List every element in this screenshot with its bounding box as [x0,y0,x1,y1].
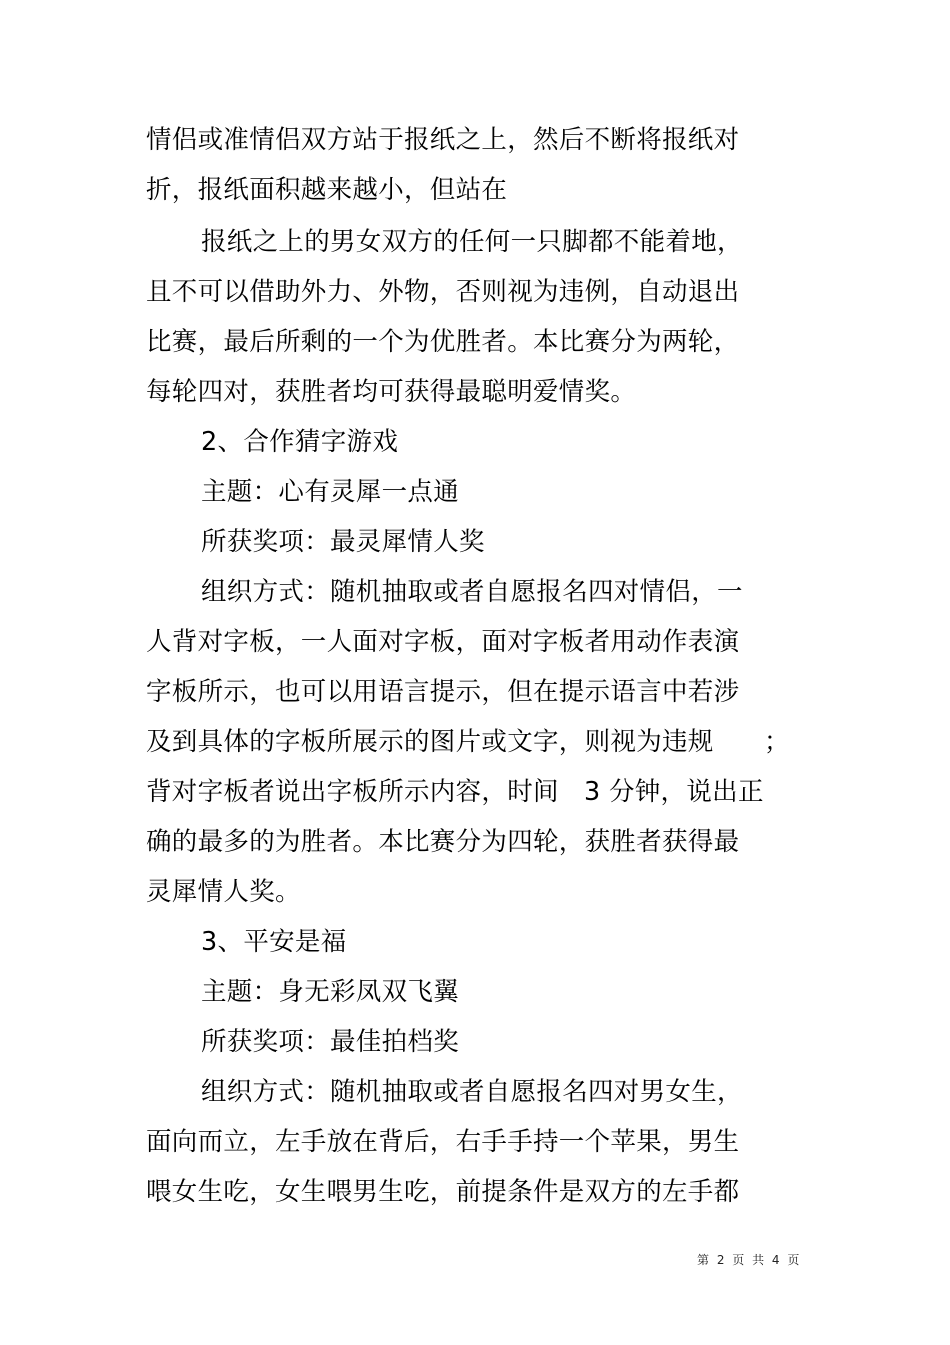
text-line: 灵犀情人奖。 [146,877,301,907]
text-line: 面向而立，左手放在背后，右手手持一个苹果，男生 [146,1127,740,1157]
text-line: 组织方式：随机抽取或者自愿报名四对情侣，一 [201,577,743,607]
text-line: 组织方式：随机抽取或者自愿报名四对男女生， [201,1077,743,1107]
text-line: 比赛，最后所剩的一个为优胜者。本比赛分为两轮， [146,327,740,357]
text-line: 主题：心有灵犀一点通 [201,477,460,507]
text-line: 报纸之上的男女双方的任何一只脚都不能着地， [201,227,743,257]
text-line: 情侣或准情侣双方站于报纸之上，然后不断将报纸对 [146,125,740,155]
text-line: 喂女生吃，女生喂男生吃，前提条件是双方的左手都 [146,1177,740,1207]
page-number-footer: 第 2 页 共 4 页 [697,1253,802,1267]
text-line: 字板所示，也可以用语言提示，但在提示语言中若涉 [146,677,740,707]
text-line: 人背对字板，一人面对字板，面对字板者用动作表演 [146,627,740,657]
text-line: 背对字板者说出字板所示内容，时间 3 分钟，说出正 [146,777,764,807]
text-line: 确的最多的为胜者。本比赛分为四轮，获胜者获得最 [146,827,740,857]
text-line: 每轮四对，获胜者均可获得最聪明爱情奖。 [146,377,637,407]
text-line: 所获奖项：最佳拍档奖 [201,1027,460,1057]
section-heading: 3、平安是福 [201,927,347,957]
text-line: 及到具体的字板所展示的图片或文字，则视为违规 ； [146,727,790,757]
text-line: 且不可以借助外力、外物，否则视为违例，自动退出 [146,277,740,307]
text-line: 所获奖项：最灵犀情人奖 [201,527,485,557]
text-line: 折，报纸面积越来越小，但站在 [146,175,508,205]
text-line: 主题：身无彩凤双飞翼 [201,977,460,1007]
section-heading: 2、合作猜字游戏 [201,427,399,457]
